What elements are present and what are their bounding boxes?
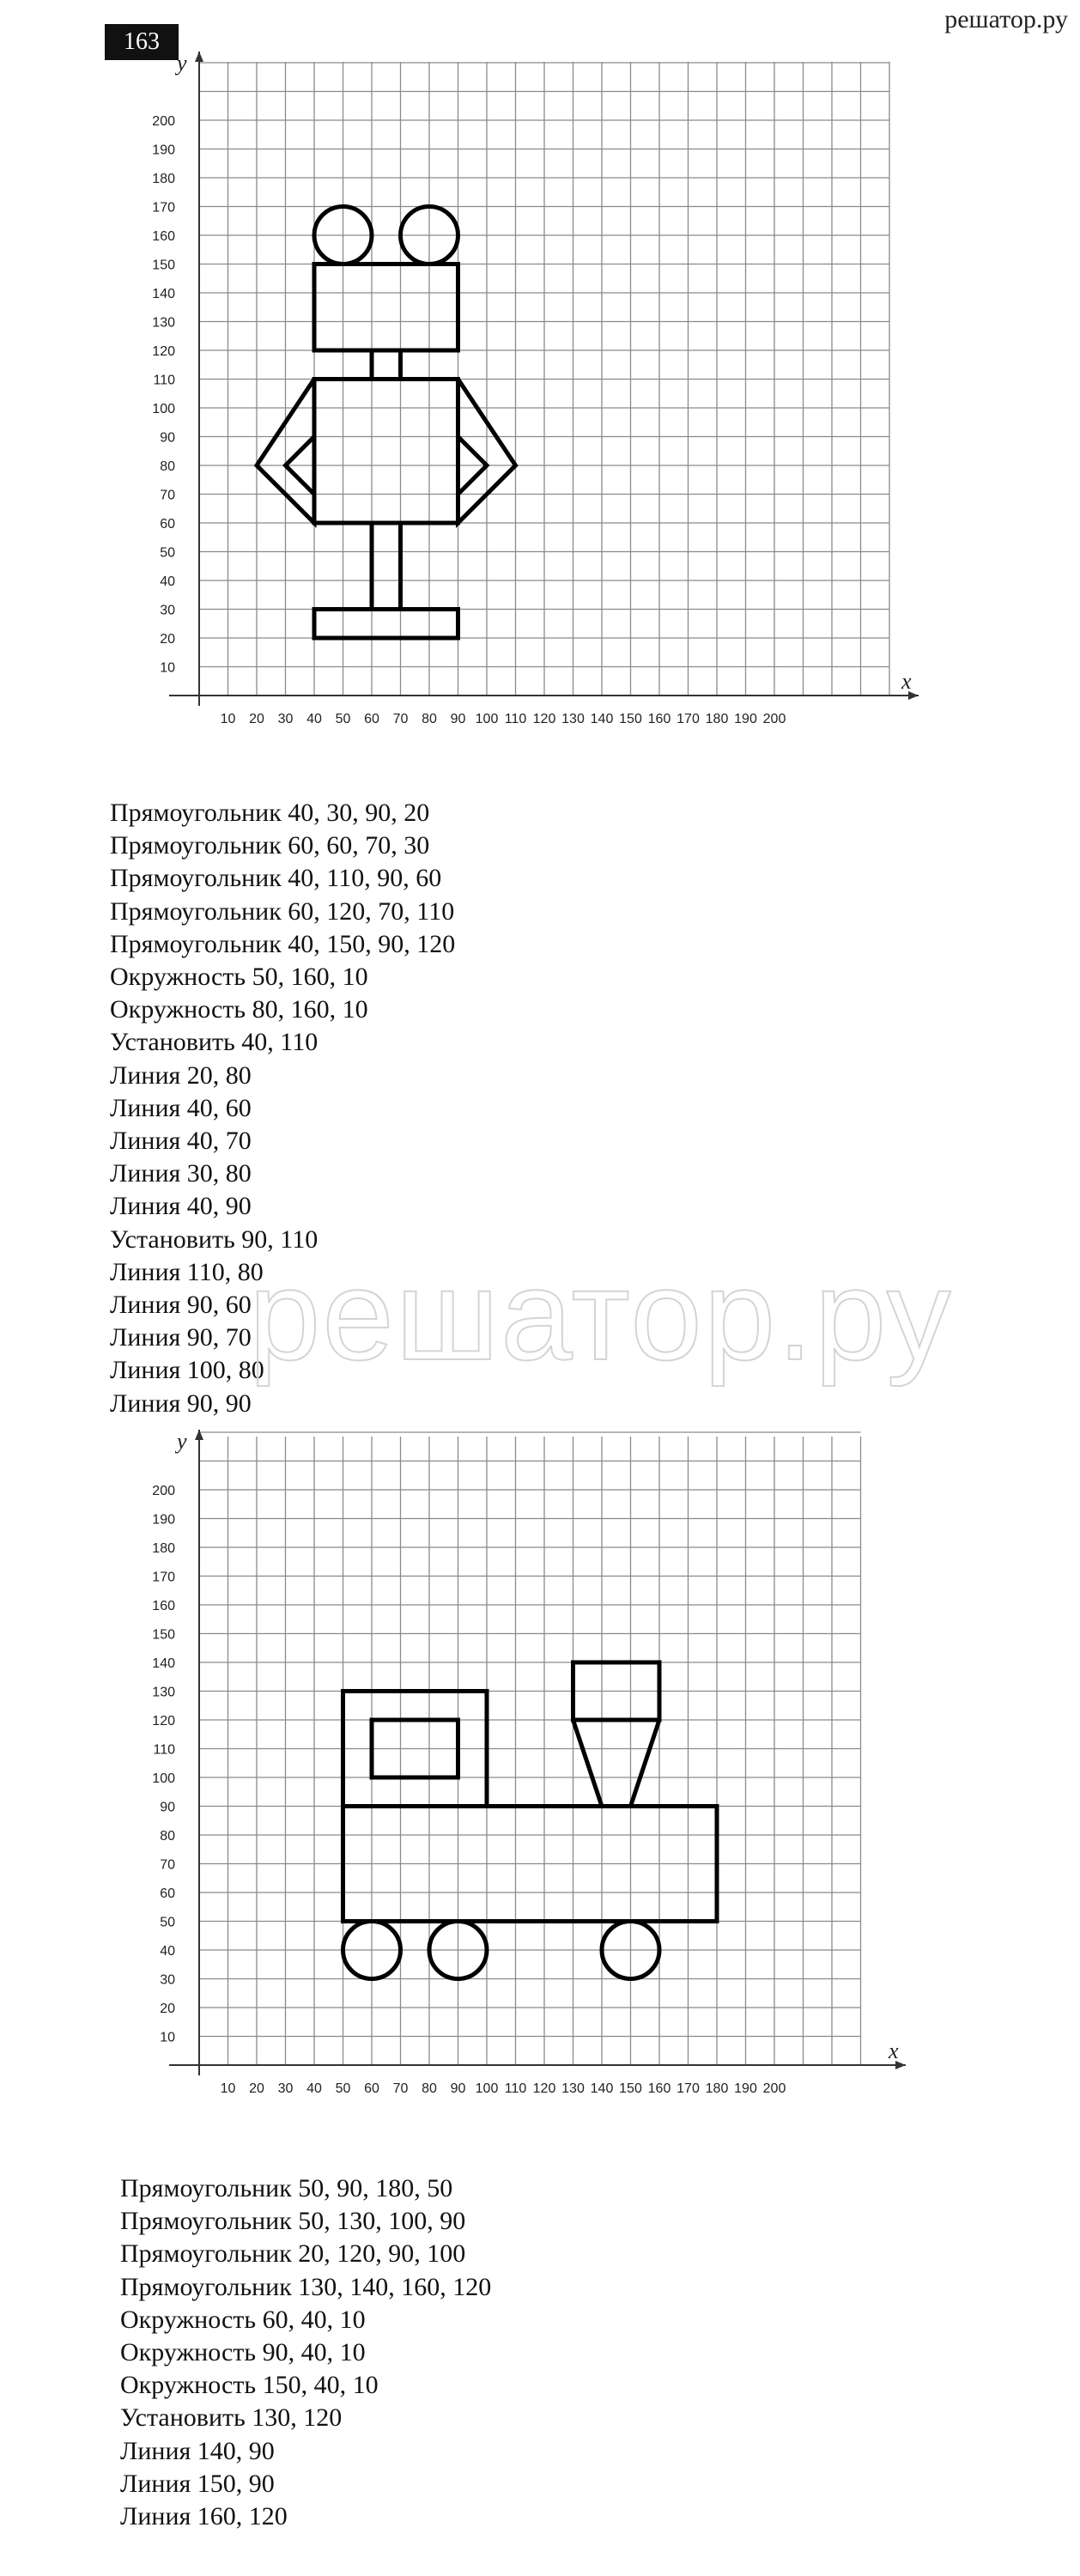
y-tick-label: 40 (160, 574, 175, 589)
x-tick-label: 10 (220, 712, 236, 726)
command-line: Линия 40, 70 (110, 1127, 252, 1156)
watermark: решатор.ру (249, 1242, 953, 1387)
x-tick-label: 180 (705, 712, 729, 726)
command-line: Линия 90, 60 (110, 1291, 252, 1320)
problem-number-badge: 163 (105, 24, 179, 60)
shape-rectangle (314, 264, 458, 351)
y-tick-label: 200 (152, 114, 175, 129)
drawing-shapes (343, 1662, 718, 1979)
command-line: Линия 90, 70 (110, 1323, 252, 1352)
y-tick-label: 170 (152, 200, 175, 216)
site-name: решатор.ру (944, 5, 1068, 33)
y-tick-label: 80 (160, 459, 175, 474)
y-tick-label: 120 (152, 344, 175, 359)
y-tick-label: 20 (160, 2002, 175, 2016)
coordinate-grid-robot (129, 52, 944, 773)
x-tick-label: 100 (475, 2081, 499, 2096)
shape-rectangle (372, 350, 401, 380)
command-line: Линия 40, 90 (110, 1192, 252, 1221)
y-tick-label: 50 (160, 1915, 175, 1930)
shape-rectangle (314, 610, 458, 639)
x-axis-label: x (889, 2038, 899, 2063)
x-tick-label: 170 (677, 2081, 700, 2096)
x-tick-label: 80 (422, 712, 437, 726)
command-list-robot (110, 797, 455, 1420)
command-line: Окружность 80, 160, 10 (110, 995, 368, 1024)
drawing-shapes (257, 207, 516, 639)
y-tick-label: 10 (160, 2030, 175, 2045)
y-tick-label: 160 (152, 229, 175, 244)
command-line: Установить 40, 110 (110, 1028, 319, 1057)
y-tick-label: 150 (152, 258, 175, 273)
y-tick-label: 180 (152, 1541, 175, 1556)
x-tick-label: 90 (450, 2081, 466, 2096)
command-line: Прямоугольник 60, 60, 70, 30 (110, 831, 430, 860)
y-tick-label: 140 (152, 1656, 175, 1671)
x-tick-label: 120 (532, 2081, 556, 2096)
shape-polyline (573, 1720, 660, 1807)
x-tick-label: 10 (220, 2081, 236, 2096)
y-axis-arrow-icon (195, 1430, 203, 1440)
y-tick-label: 10 (160, 660, 175, 676)
command-line: Прямоугольник 50, 90, 180, 50 (120, 2174, 453, 2202)
x-tick-label: 60 (364, 712, 379, 726)
x-tick-label: 160 (647, 712, 671, 726)
y-tick-label: 90 (160, 1800, 175, 1815)
command-line: Линия 160, 120 (120, 2502, 288, 2531)
y-tick-label: 130 (152, 1685, 175, 1700)
y-tick-label: 40 (160, 1944, 175, 1959)
shape-rectangle (372, 523, 401, 610)
y-tick-label: 160 (152, 1599, 175, 1613)
x-tick-label: 50 (335, 712, 351, 726)
command-line: Линия 90, 90 (110, 1388, 252, 1418)
command-line: Окружность 90, 40, 10 (120, 2338, 366, 2367)
command-line: Прямоугольник 50, 130, 100, 90 (120, 2207, 466, 2236)
command-line: Прямоугольник 40, 110, 90, 60 (110, 864, 442, 893)
command-line: Линия 30, 80 (110, 1159, 252, 1188)
x-tick-label: 90 (450, 712, 466, 726)
x-tick-label: 70 (392, 712, 409, 726)
command-line: Линия 40, 60 (110, 1093, 252, 1122)
x-tick-label: 70 (392, 2081, 409, 2096)
y-tick-label: 170 (152, 1570, 175, 1585)
x-tick-label: 60 (364, 2081, 379, 2096)
y-tick-label: 120 (152, 1714, 175, 1728)
y-tick-label: 200 (152, 1484, 175, 1498)
grid-lines (199, 1432, 861, 2065)
x-tick-label: 140 (590, 712, 614, 726)
x-tick-label: 40 (306, 2081, 322, 2096)
y-tick-label: 100 (152, 402, 175, 416)
command-line: Линия 20, 80 (110, 1060, 252, 1090)
y-tick-label: 70 (160, 488, 175, 503)
y-tick-label: 100 (152, 1771, 175, 1786)
command-list-locomotive (120, 2172, 491, 2533)
y-tick-label: 20 (160, 632, 175, 647)
y-tick-label: 150 (152, 1627, 175, 1643)
x-tick-label: 100 (475, 712, 499, 726)
command-line: Прямоугольник 40, 150, 90, 120 (110, 929, 456, 958)
command-line: Линия 150, 90 (120, 2469, 275, 2498)
x-tick-label: 160 (647, 2081, 671, 2096)
y-tick-label: 190 (152, 1512, 175, 1528)
command-line: Окружность 60, 40, 10 (120, 2305, 366, 2334)
x-tick-label: 20 (249, 2081, 264, 2096)
x-tick-label: 190 (734, 712, 757, 726)
x-tick-label: 190 (734, 2081, 757, 2096)
y-tick-label: 30 (160, 603, 175, 618)
y-tick-label: 70 (160, 1857, 175, 1873)
y-axis-arrow-icon (195, 52, 203, 62)
y-axis-label: y (177, 1430, 187, 1454)
y-axis-label: y (177, 52, 187, 76)
command-line: Прямоугольник 20, 120, 90, 100 (120, 2239, 466, 2269)
x-tick-label: 180 (705, 2081, 729, 2096)
command-line: Прямоугольник 60, 120, 70, 110 (110, 896, 455, 926)
x-tick-label: 30 (277, 712, 294, 726)
x-tick-label: 130 (561, 2081, 585, 2096)
command-line: Линия 100, 80 (110, 1356, 264, 1385)
shape-rectangle (314, 380, 458, 524)
x-tick-label: 20 (249, 712, 264, 726)
y-tick-label: 110 (153, 373, 175, 388)
y-tick-label: 140 (152, 287, 175, 301)
x-tick-label: 150 (619, 712, 642, 726)
y-tick-label: 80 (160, 1829, 175, 1844)
grid-lines (199, 62, 889, 696)
y-tick-label: 90 (160, 430, 175, 446)
command-line: Установить 130, 120 (120, 2403, 343, 2433)
coordinate-grid-locomotive (129, 1430, 944, 2142)
command-line: Линия 140, 90 (120, 2436, 275, 2465)
x-tick-label: 170 (677, 712, 700, 726)
x-tick-label: 40 (306, 712, 322, 726)
x-tick-label: 80 (422, 2081, 437, 2096)
x-tick-label: 130 (561, 712, 585, 726)
x-tick-label: 120 (532, 712, 556, 726)
x-tick-label: 50 (335, 2081, 351, 2096)
x-tick-label: 110 (504, 2081, 527, 2096)
command-line: Линия 110, 80 (110, 1257, 264, 1286)
command-line: Установить 90, 110 (110, 1224, 319, 1254)
x-tick-label: 140 (590, 2081, 614, 2096)
x-tick-label: 200 (762, 2081, 786, 2096)
y-tick-label: 180 (152, 172, 175, 186)
y-tick-label: 130 (152, 315, 175, 331)
x-axis-label: x (901, 669, 912, 694)
command-line: Прямоугольник 130, 140, 160, 120 (120, 2272, 492, 2301)
command-line: Окружность 150, 40, 10 (120, 2371, 379, 2400)
y-tick-label: 60 (160, 1886, 175, 1901)
command-line: Окружность 50, 160, 10 (110, 963, 368, 992)
x-tick-label: 110 (504, 712, 527, 726)
x-tick-label: 30 (277, 2081, 294, 2096)
command-line: Прямоугольник 40, 30, 90, 20 (110, 799, 430, 827)
x-tick-label: 200 (762, 712, 786, 726)
y-tick-label: 110 (153, 1742, 175, 1758)
y-tick-label: 60 (160, 517, 175, 532)
x-tick-label: 150 (619, 2081, 642, 2096)
y-tick-label: 190 (152, 143, 175, 158)
y-tick-label: 30 (160, 1972, 175, 1988)
y-tick-label: 50 (160, 545, 175, 561)
